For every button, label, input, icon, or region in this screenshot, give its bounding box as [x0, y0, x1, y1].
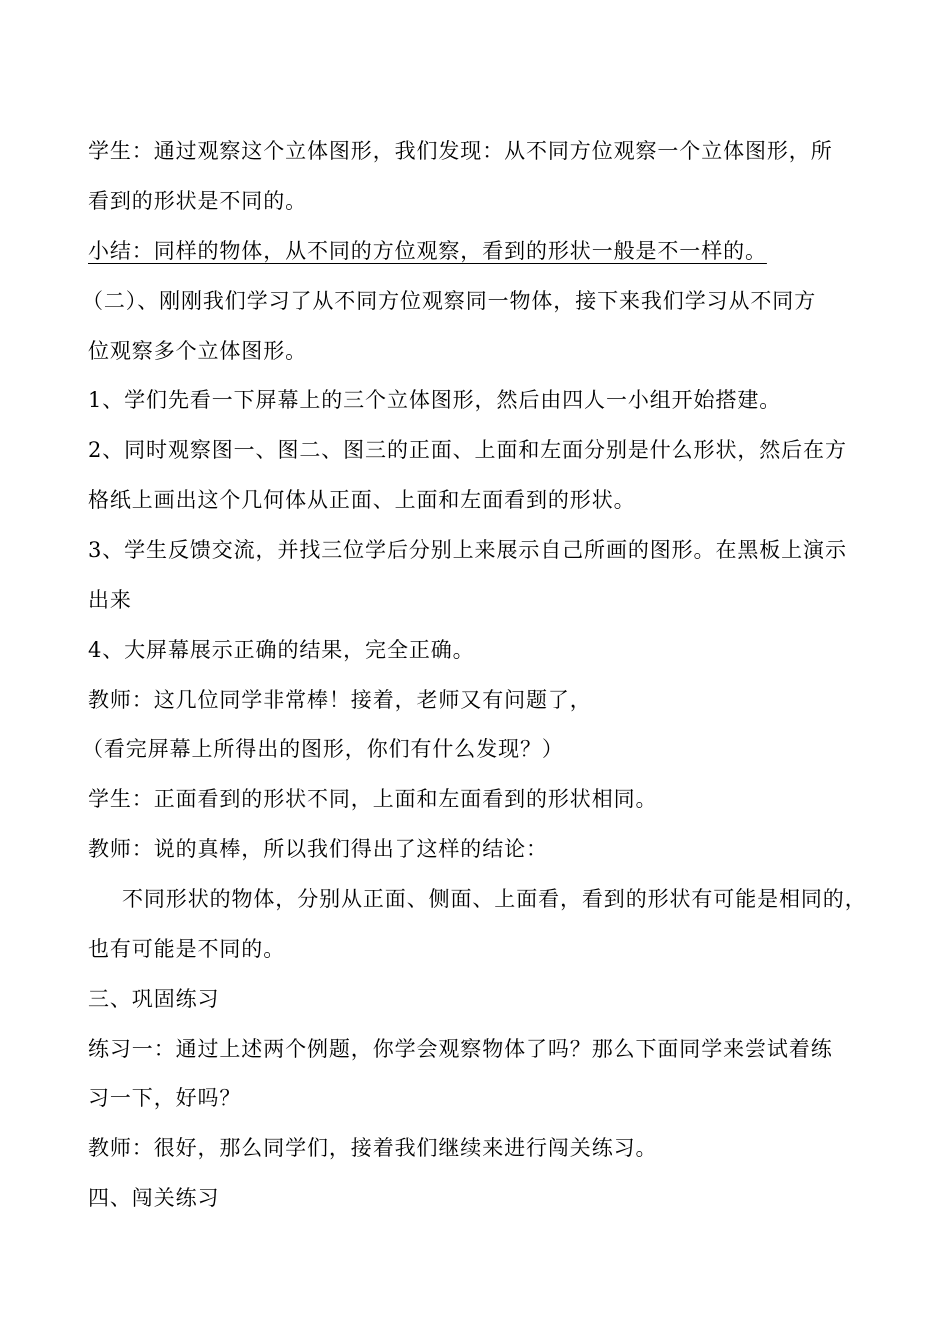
paragraph-line: 学生：正面看到的形状不同，上面和左面看到的形状相同。	[88, 787, 658, 811]
section-heading: 四、闯关练习	[88, 1186, 220, 1210]
list-item-line: 格纸上画出这个几何体从正面、上面和左面看到的形状。	[88, 488, 636, 512]
paragraph-line: 看到的形状是不同的。	[88, 189, 307, 213]
list-item-line: 1、学们先看一下屏幕上的三个立体图形，然后由四人一小组开始搭建。	[88, 388, 782, 412]
summary-line: 小结：同样的物体，从不同的方位观察，看到的形状一般是不一样的。	[88, 239, 767, 263]
paragraph-line: 教师：很好，那么同学们，接着我们继续来进行闯关练习。	[88, 1136, 658, 1160]
list-item-line: 3、学生反馈交流，并找三位学后分别上来展示自己所画的图形。在黑板上演示	[88, 538, 847, 562]
list-item-line: 2、同时观察图一、图二、图三的正面、上面和左面分别是什么形状，然后在方	[88, 438, 847, 462]
paragraph-line: （看完屏幕上所得出的图形，你们有什么发现？）	[82, 737, 564, 761]
list-item-line: 出来	[88, 588, 132, 612]
conclusion-line: 也有可能是不同的。	[88, 937, 286, 961]
paragraph-line: 学生：通过观察这个立体图形，我们发现：从不同方位观察一个立体图形，所	[88, 139, 833, 163]
paragraph-line: 位观察多个立体图形。	[88, 339, 307, 363]
section-heading: 三、巩固练习	[88, 987, 220, 1011]
list-item-line: 4、大屏幕展示正确的结果，完全正确。	[88, 638, 475, 662]
paragraph-line: 习一下，好吗？	[88, 1086, 242, 1110]
conclusion-line: 不同形状的物体，分别从正面、侧面、上面看，看到的形状有可能是相同的，	[122, 887, 867, 911]
paragraph-line: 教师：说的真棒，所以我们得出了这样的结论：	[88, 837, 548, 861]
paragraph-line: 教师：这几位同学非常棒！接着，老师又有问题了，	[88, 688, 592, 712]
section-heading-line: （二）、刚刚我们学习了从不同方位观察同一物体，接下来我们学习从不同方	[82, 289, 817, 313]
paragraph-line: 练习一：通过上述两个例题，你学会观察物体了吗？那么下面同学来尝试着练	[88, 1037, 833, 1061]
